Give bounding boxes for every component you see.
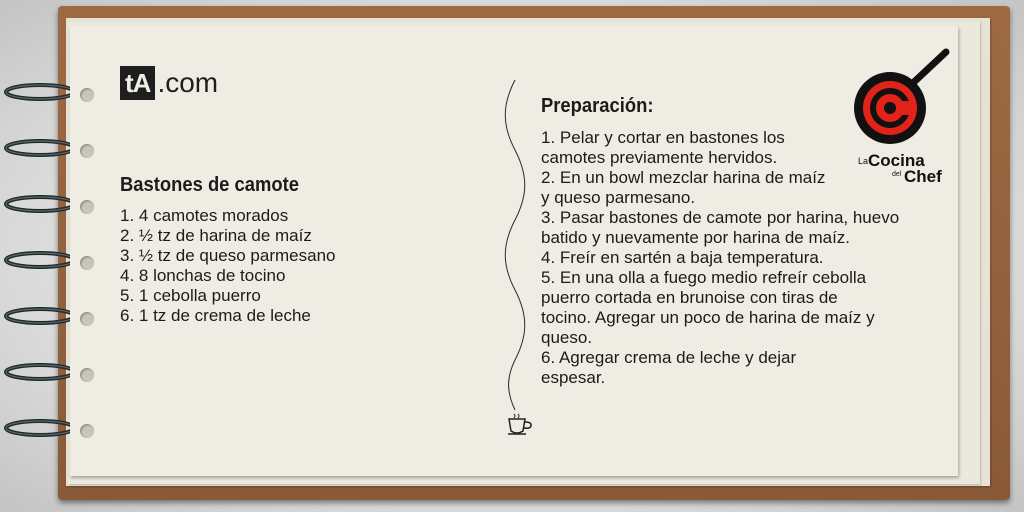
spiral-binding-icon bbox=[0, 250, 70, 270]
step-item: 1. Pelar y cortar en bastones los camotes previamente hervidos. bbox=[541, 128, 785, 167]
coffee-cup-icon bbox=[505, 413, 535, 437]
logo-cocina: Cocina bbox=[868, 151, 925, 170]
brand-logo bbox=[852, 48, 952, 188]
step-item: 5. En una olla a fuego medio refreír cebolla puerro cortada en brunoise con tiras de tocino. Agregar un poco de harina de maíz y queso. bbox=[541, 268, 875, 347]
ingredient-list bbox=[120, 206, 335, 326]
logo-la: La bbox=[858, 156, 869, 166]
spiral-binding-icon bbox=[0, 418, 70, 438]
site-logo-mark: tA bbox=[120, 66, 155, 100]
step-item: 2. En un bowl mezclar harina de maíz y queso parmesano. bbox=[541, 168, 826, 207]
spiral-binding-icon bbox=[0, 82, 70, 102]
step-item: 6. Agregar crema de leche y dejar espesar. bbox=[541, 348, 797, 387]
logo-del: del bbox=[892, 171, 902, 178]
spiral-binding-icon bbox=[0, 306, 70, 326]
step-item: 3. Pasar bastones de camote por harina, huevo batido y nuevamente por harina de maíz. bbox=[541, 208, 900, 247]
ingredient-item: 2. ½ tz de harina de maíz bbox=[120, 226, 312, 245]
spiral-binding-icon bbox=[0, 194, 70, 214]
site-logo bbox=[120, 66, 218, 100]
recipe-title: Bastones de camote bbox=[120, 174, 299, 196]
logo-chef: Chef bbox=[904, 167, 942, 186]
ingredient-item: 4. 8 lonchas de tocino bbox=[120, 266, 286, 285]
site-logo-domain: .com bbox=[157, 67, 219, 98]
ingredient-item: 6. 1 tz de crema de leche bbox=[120, 306, 311, 325]
wavy-divider bbox=[500, 80, 530, 410]
spiral-binding-icon bbox=[0, 362, 70, 382]
spiral-binding-icon bbox=[0, 138, 70, 158]
preparation-title: Preparación: bbox=[541, 95, 654, 117]
ingredient-item: 3. ½ tz de queso parmesano bbox=[120, 246, 336, 265]
frying-pan-icon bbox=[854, 52, 946, 144]
step-item: 4. Freír en sartén a baja temperatura. bbox=[541, 248, 824, 267]
ingredient-item: 1. 4 camotes morados bbox=[120, 206, 289, 225]
ingredient-item: 5. 1 cebolla puerro bbox=[120, 286, 261, 305]
